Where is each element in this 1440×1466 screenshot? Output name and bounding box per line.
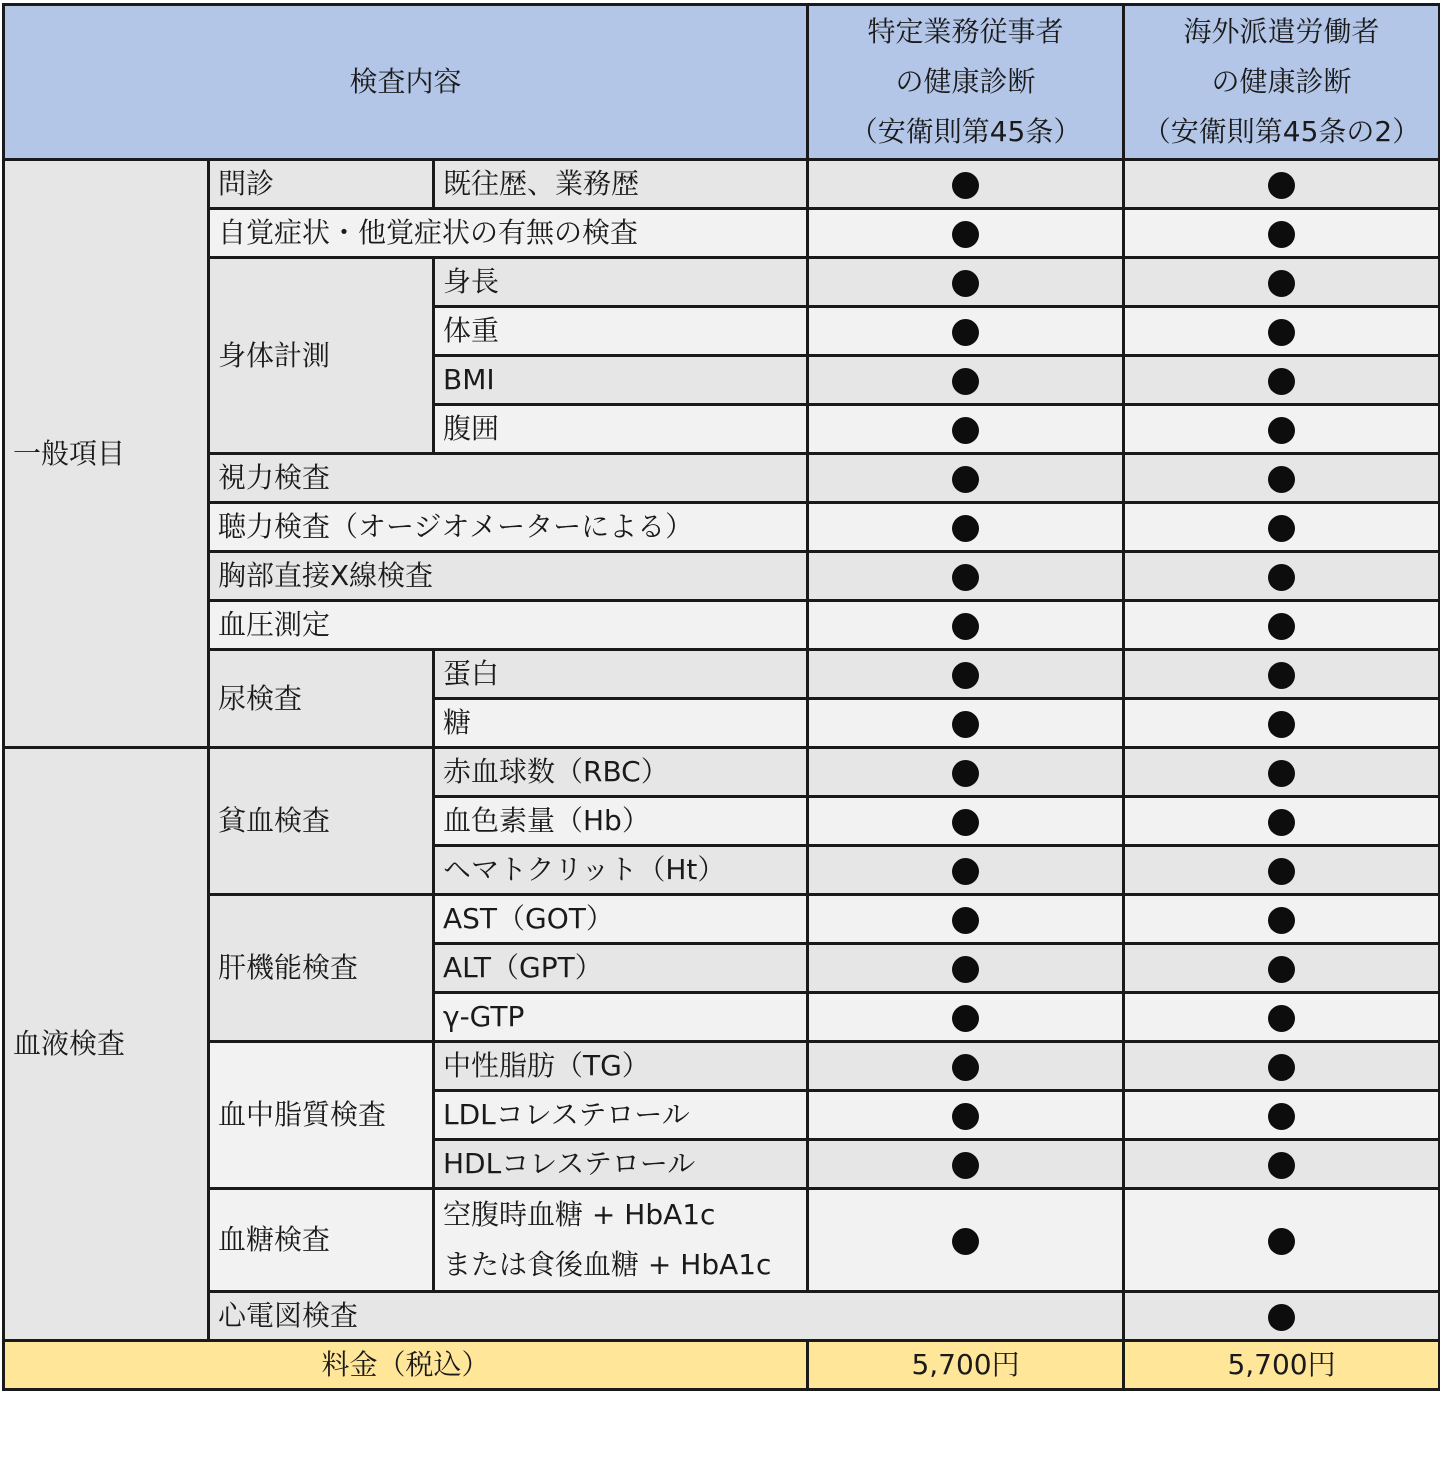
mark-cell [808,1189,1124,1292]
fee-col2: 5,700円 [1124,1341,1440,1390]
header-col-overseas-workers [1124,5,1440,160]
mark-cell [1124,895,1440,944]
header-col2-line: 海外派遣労働者 [1183,15,1380,48]
table-row [4,454,1440,503]
mark-cell [808,258,1124,307]
mark-cell [1124,1292,1440,1341]
table-row [4,748,1440,797]
mark-cell [808,993,1124,1042]
mark-cell [1124,797,1440,846]
mark-cell [808,405,1124,454]
mark-dot [952,564,979,591]
cell-rbc: 赤血球数（RBC） [434,748,808,797]
table-row [4,503,1440,552]
mark-dot [952,270,979,297]
group-blood: 血液検査 [4,748,209,1341]
mark-dot [1268,1005,1295,1032]
mark-dot [1268,711,1295,738]
health-checkup-table [2,3,1440,1391]
mark-cell [808,503,1124,552]
mark-dot [1268,515,1295,542]
mark-cell [808,307,1124,356]
mark-cell [808,1042,1124,1091]
mark-cell [1124,993,1440,1042]
mark-dot [1268,809,1295,836]
cell-body-measurement: 身体計測 [209,258,434,454]
glucose-line-2: または食後血糖 + HbA1c [443,1248,772,1281]
mark-dot [1268,1103,1295,1130]
mark-dot [1268,907,1295,934]
mark-dot [1268,221,1295,248]
header-col1-line: の健康診断 [895,65,1036,98]
mark-cell [1124,650,1440,699]
mark-dot [952,956,979,983]
cell-waist: 腹囲 [434,405,808,454]
header-col1-line: 特定業務従事者 [867,15,1064,48]
mark-cell [808,209,1124,258]
mark-dot [952,417,979,444]
cell-hdl: HDLコレステロール [434,1140,808,1189]
header-col-special-workers [808,5,1124,160]
mark-cell [808,454,1124,503]
mark-dot [1268,270,1295,297]
mark-cell [808,552,1124,601]
mark-cell [808,1091,1124,1140]
mark-cell [1124,1189,1440,1292]
cell-ldl: LDLコレステロール [434,1091,808,1140]
mark-dot [952,466,979,493]
mark-dot [1268,368,1295,395]
mark-dot [1268,1152,1295,1179]
mark-dot [952,760,979,787]
mark-dot [952,172,979,199]
cell-hearing: 聴力検査（オージオメーターによる） [209,503,808,552]
cell-ggtp: γ-GTP [434,993,808,1042]
mark-dot [1268,858,1295,885]
mark-cell [1124,1140,1440,1189]
table-row [4,650,1440,699]
cell-liver: 肝機能検査 [209,895,434,1042]
table-row [4,552,1440,601]
cell-bmi: BMI [434,356,808,405]
mark-dot [952,711,979,738]
mark-cell [1124,846,1440,895]
cell-alt: ALT（GPT） [434,944,808,993]
mark-cell [1124,699,1440,748]
fee-row [4,1341,1440,1390]
mark-cell [808,748,1124,797]
table-row [4,209,1440,258]
mark-cell [1124,1091,1440,1140]
glucose-line-1: 空腹時血糖 + HbA1c [443,1198,716,1231]
cell-blood-pressure: 血圧測定 [209,601,808,650]
mark-cell [808,160,1124,209]
header-col1-line: （安衛則第45条） [849,115,1082,148]
cell-glucose: 血糖検査 [209,1189,434,1292]
cell-weight: 体重 [434,307,808,356]
mark-cell [1124,356,1440,405]
mark-cell [1124,552,1440,601]
mark-dot [1268,1228,1295,1255]
mark-dot [952,613,979,640]
mark-dot [1268,956,1295,983]
mark-dot [1268,319,1295,346]
mark-dot [952,1103,979,1130]
table-row [4,1042,1440,1091]
mark-dot [952,319,979,346]
mark-cell [1124,944,1440,993]
mark-cell [1124,1042,1440,1091]
cell-height: 身長 [434,258,808,307]
mark-cell [808,1140,1124,1189]
header-row [4,5,1440,160]
cell-glucose-items [434,1189,808,1292]
mark-cell [1124,405,1440,454]
mark-dot [1268,1304,1295,1331]
cell-sugar: 糖 [434,699,808,748]
header-content: 検査内容 [4,5,808,160]
mark-cell [1124,258,1440,307]
cell-urine: 尿検査 [209,650,434,748]
mark-dot [952,515,979,542]
mark-dot [952,1152,979,1179]
cell-lipid: 血中脂質検査 [209,1042,434,1189]
mark-dot [1268,1054,1295,1081]
mark-dot [952,1228,979,1255]
mark-cell [1124,160,1440,209]
mark-cell [808,895,1124,944]
fee-col1: 5,700円 [808,1341,1124,1390]
mark-cell [808,601,1124,650]
cell-symptoms: 自覚症状・他覚症状の有無の検査 [209,209,808,258]
cell-anemia: 貧血検査 [209,748,434,895]
table-row [4,895,1440,944]
cell-tg: 中性脂肪（TG） [434,1042,808,1091]
header-col2-line: の健康診断 [1211,65,1352,98]
cell-history: 既往歴、業務歴 [434,160,808,209]
mark-cell [808,356,1124,405]
mark-cell [1124,503,1440,552]
table-row [4,258,1440,307]
cell-ecg: 心電図検査 [209,1292,1124,1341]
cell-ht: ヘマトクリット（Ht） [434,846,808,895]
mark-dot [1268,417,1295,444]
cell-vision: 視力検査 [209,454,808,503]
mark-dot [952,1005,979,1032]
mark-cell [1124,307,1440,356]
cell-xray: 胸部直接X線検査 [209,552,808,601]
table-row [4,1189,1440,1292]
mark-dot [1268,760,1295,787]
mark-cell [808,699,1124,748]
mark-cell [808,797,1124,846]
mark-cell [1124,601,1440,650]
mark-cell [808,846,1124,895]
mark-cell [808,944,1124,993]
mark-dot [952,858,979,885]
mark-dot [952,368,979,395]
mark-cell [1124,454,1440,503]
mark-dot [952,907,979,934]
mark-cell [1124,748,1440,797]
mark-dot [1268,662,1295,689]
fee-label: 料金（税込） [4,1341,808,1390]
group-general: 一般項目 [4,160,209,748]
mark-cell [808,650,1124,699]
mark-dot [1268,613,1295,640]
header-col2-line: （安衛則第45条の2） [1142,115,1421,148]
mark-dot [952,662,979,689]
mark-dot [952,1054,979,1081]
mark-cell [1124,209,1440,258]
mark-dot [1268,564,1295,591]
mark-dot [952,221,979,248]
cell-ast: AST（GOT） [434,895,808,944]
cell-hb: 血色素量（Hb） [434,797,808,846]
cell-protein: 蛋白 [434,650,808,699]
table-row [4,601,1440,650]
mark-dot [1268,172,1295,199]
table-row [4,1292,1440,1341]
table-row [4,160,1440,209]
mark-dot [952,809,979,836]
mark-dot [1268,466,1295,493]
cell-interview: 問診 [209,160,434,209]
